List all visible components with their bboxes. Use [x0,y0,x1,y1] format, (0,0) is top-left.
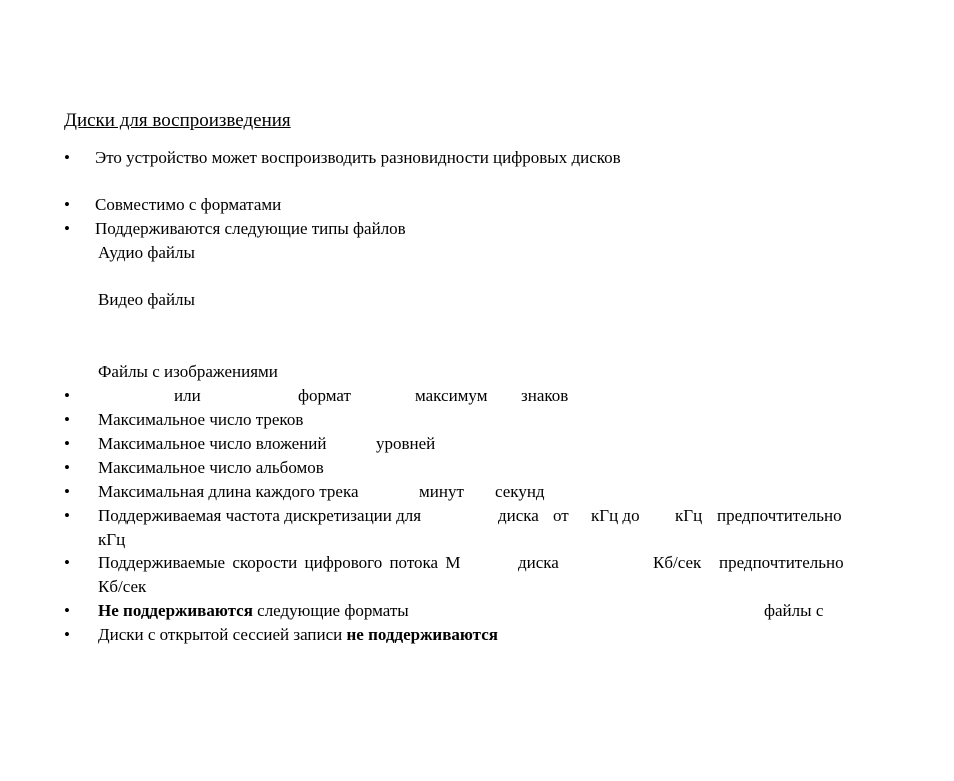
sub-item-audio-files: Аудио файлы [98,243,195,262]
bullet-marker: • [64,386,70,405]
list-item-unsupported-formats [98,601,409,621]
list-item-digital-discs: Это устройство может воспроизводить разновидности цифровых дисков [95,148,621,167]
list-item-bitrates: Поддерживаемые скорости цифрового потока М [98,553,461,572]
list-item-max-albums: Максимальное число альбомов [98,458,324,477]
list-item-files-with: файлы с [764,601,824,620]
bullet-marker: • [64,553,70,572]
page-title: Диски для воспроизведения [64,110,291,131]
bullet-marker: • [64,506,70,525]
list-item-from: от [553,506,569,525]
bullet-marker: • [64,219,70,238]
list-item-maximum: максимум [415,386,488,405]
list-item-max-track-length: Максимальная длина каждого трека [98,482,359,501]
list-item-max-nesting: Максимальное число вложений [98,434,327,453]
list-item-sample-rate: Поддерживаемая частота дискретизации для [98,506,422,525]
open-session-rest: Диски с открытой сессией записи [98,625,343,644]
list-item-compatible-formats: Совместимо с форматами [95,195,282,214]
list-item-khz-to: кГц до [591,506,640,525]
list-item-minutes: минут [419,482,464,501]
sub-item-image-files: Файлы с изображениями [98,362,278,381]
list-item-format: формат [298,386,351,405]
list-item-preferably: предпочтительно [717,506,842,525]
unsupported-bold: Не поддерживаются [98,601,253,620]
bullet-marker: • [64,195,70,214]
sub-item-video-files: Видео файлы [98,290,195,309]
bullet-marker: • [64,601,70,620]
bullet-marker: • [64,148,70,167]
list-item-seconds: секунд [495,482,545,501]
list-item-disc-2: диска [518,553,559,572]
bullet-marker: • [64,482,70,501]
list-item-disc: диска [498,506,539,525]
list-item-khz: кГц [675,506,703,525]
list-item-open-session [98,625,498,645]
bullet-marker: • [64,410,70,429]
bullet-marker: • [64,625,70,644]
list-item-preferably-2: предпочтительно [719,553,844,572]
list-item-khz-cont: кГц [98,530,126,549]
list-item-levels: уровней [376,434,436,453]
list-item-or: или [174,386,201,405]
bullet-marker: • [64,434,70,453]
bullet-marker: • [64,458,70,477]
list-item-chars: знаков [521,386,569,405]
list-item-kbps-cont: Кб/сек [98,577,147,596]
unsupported-rest: следующие форматы [257,601,409,620]
open-session-bold: не поддерживаются [346,625,498,644]
list-item-file-types: Поддерживаются следующие типы файлов [95,219,406,238]
list-item-kbps: Кб/сек [653,553,702,572]
list-item-max-tracks: Максимальное число треков [98,410,304,429]
